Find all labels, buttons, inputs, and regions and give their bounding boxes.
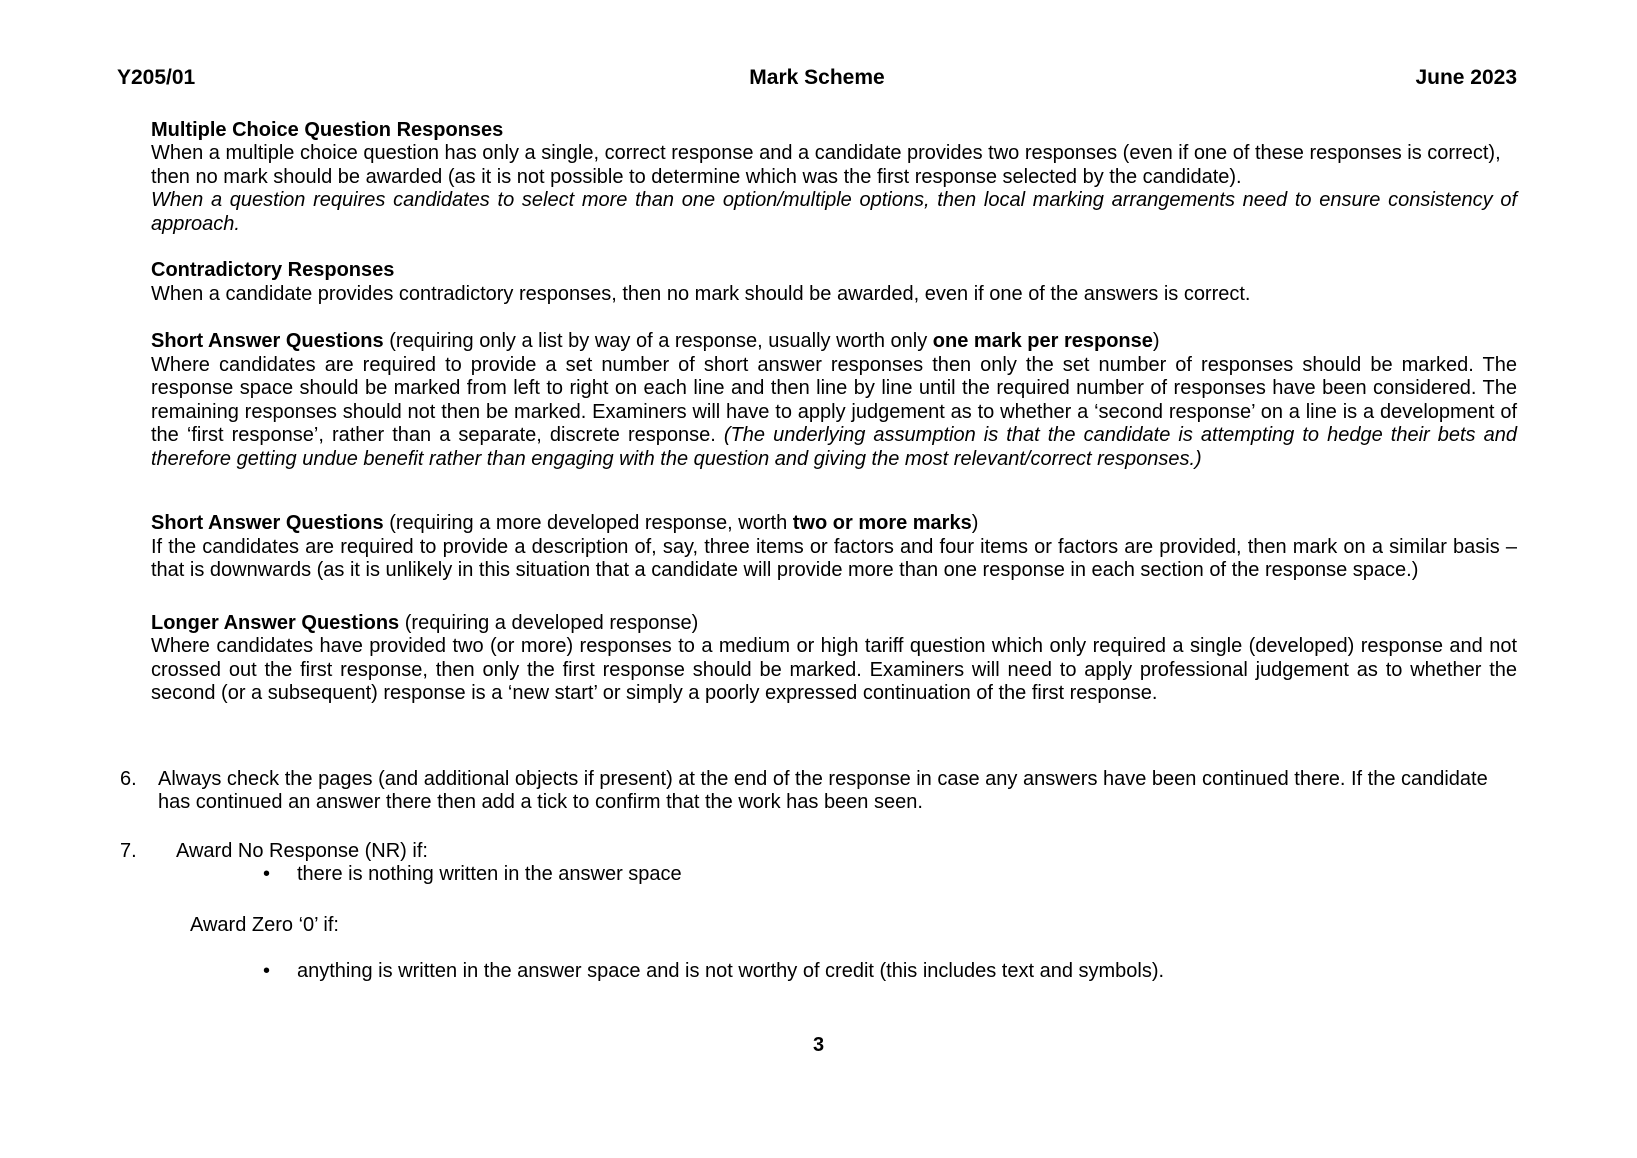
page-footer bbox=[0, 1034, 1637, 1058]
paragraph-italic-text: (The underlying assumption is that the candidate is attempting to hedge their bets and therefore getting undue benefit rather than engaging with the question and giving the most relevant/correct responses.) bbox=[151, 424, 1517, 470]
bullet-icon: • bbox=[263, 863, 271, 885]
header-date: June 2023 bbox=[1415, 66, 1518, 89]
bullet-item-nothing-written bbox=[263, 863, 1497, 887]
heading-normal-text: ) bbox=[971, 512, 979, 534]
bullet-text: there is nothing written in the answer space bbox=[297, 863, 682, 885]
section-paragraph: When a multiple choice question has only a single, correct response and a candidate provides two responses (even if one of these responses is correct), then no mark should be awarded (as it is not possible to determine which was the first response selected by the candidate). bbox=[151, 142, 1501, 188]
section-heading bbox=[151, 512, 1517, 536]
list-item-number: 7. bbox=[120, 839, 137, 862]
list-item-text: Award No Response (NR) if: bbox=[176, 839, 428, 862]
section-short-answer-list bbox=[151, 330, 1517, 471]
list-item-7 bbox=[120, 840, 1517, 864]
document-body bbox=[151, 119, 1517, 706]
paragraph-normal-text: Where candidates are required to provide a set number of short answer responses then only the set number of responses should be marked. The response space should be marked from left to right on each line and then line by line until the required number of responses have been considered. The remaining responses should not then be marked. Examiners will have to apply judgement as to whether a ‘second response’ on a line is a development of the ‘first response’, rather than a separate, discrete response. bbox=[151, 353, 1517, 446]
section-contradictory-responses bbox=[151, 259, 1517, 306]
list-item-number: 6. bbox=[120, 767, 137, 790]
section-paragraph-italic: When a question requires candidates to select more than one option/multiple options, then local marking arrangements need to ensure consistency of approach. bbox=[151, 189, 1517, 235]
bullet-text: anything is written in the answer space and is not worthy of credit (this includes text and symbols). bbox=[297, 960, 1165, 982]
heading-normal-text: (requiring only a list by way of a response, usually worth only bbox=[383, 330, 933, 352]
list-item-6 bbox=[120, 768, 1517, 815]
section-paragraph: If the candidates are required to provide a description of, say, three items or factors and four items or factors are provided, then mark on a similar basis – that is downwards (as it is unlikely in this situation that a candidate will provide more than one response in each section of the response space.) bbox=[151, 535, 1517, 581]
heading-bold-text: two or more marks bbox=[792, 512, 972, 534]
section-paragraph bbox=[151, 354, 1517, 472]
page-number: 3 bbox=[812, 1033, 825, 1056]
heading-bold-text: Short Answer Questions bbox=[151, 512, 384, 534]
section-short-answer-developed bbox=[151, 512, 1517, 583]
section-heading bbox=[151, 612, 1517, 636]
section-longer-answer bbox=[151, 612, 1517, 706]
section-heading bbox=[151, 330, 1517, 354]
heading-normal-text: (requiring a more developed response, worth bbox=[383, 512, 793, 534]
heading-normal-text: (requiring a developed response) bbox=[399, 611, 699, 634]
bullet-icon: • bbox=[263, 960, 271, 982]
heading-bold-text: one mark per response bbox=[932, 330, 1153, 352]
heading-bold-text: Longer Answer Questions bbox=[151, 611, 400, 634]
section-multiple-choice-responses bbox=[151, 119, 1517, 237]
award-zero-label: Award Zero ‘0’ if: bbox=[190, 913, 339, 936]
list-item-text: Always check the pages (and additional objects if present) at the end of the response in case any answers have been continued there. If the candidate has continued an answer there then add a tick to confirm that the work has been seen. bbox=[158, 767, 1488, 813]
section-paragraph: Where candidates have provided two (or more) responses to a medium or high tariff question which only required a single (developed) response and not crossed out the first response, then only the first response should be marked. Examiners will need to apply professional judgement as to whether the second (or a subsequent) response is a ‘new start’ or simply a poorly expressed continuation of the first response. bbox=[151, 635, 1517, 704]
heading-normal-text: ) bbox=[1152, 330, 1160, 352]
header-paper-code: Y205/01 bbox=[117, 66, 196, 89]
heading-bold-text: Short Answer Questions bbox=[151, 330, 384, 352]
page-header bbox=[0, 0, 1637, 90]
numbered-list bbox=[120, 768, 1517, 864]
header-title: Mark Scheme bbox=[749, 66, 885, 89]
bullet-item-not-worthy-of-credit bbox=[263, 960, 1497, 984]
section-paragraph: When a candidate provides contradictory responses, then no mark should be awarded, even if one of the answers is correct. bbox=[151, 282, 1251, 305]
section-heading: Multiple Choice Question Responses bbox=[151, 118, 504, 141]
section-heading: Contradictory Responses bbox=[151, 259, 395, 281]
